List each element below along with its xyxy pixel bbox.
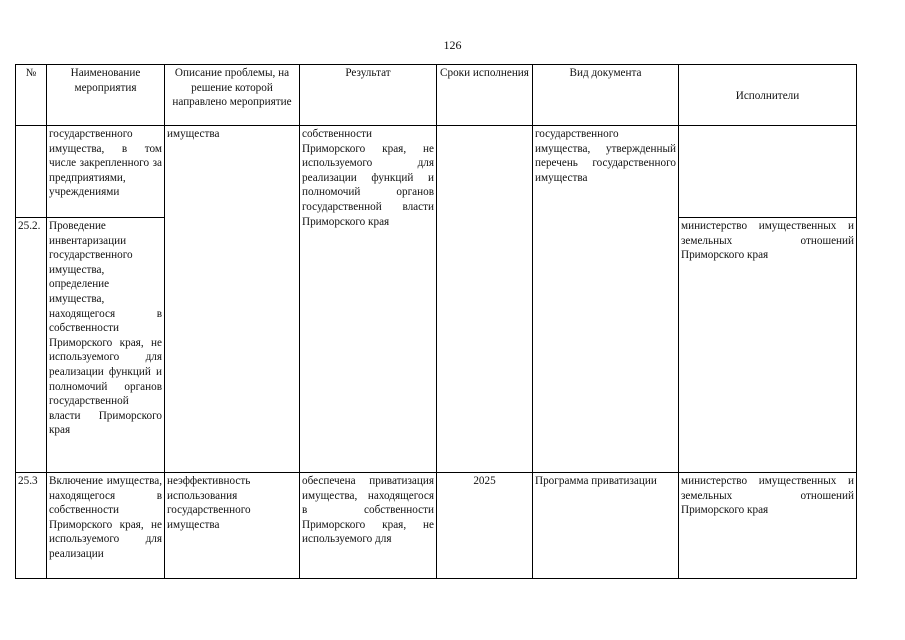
cell-name: Включение имущества, находящегося в собственности Приморского края, не используемого для реализации <box>47 473 165 579</box>
page-number: 126 <box>443 38 462 52</box>
cell-result: собственности Приморского края, не используемого для реализации функций и полномочий органов государственной власти Приморского края <box>300 126 437 473</box>
cell-problem: имущества <box>165 126 300 473</box>
cell-doc-type: Программа приватизации <box>533 473 679 579</box>
header-doc-type: Вид документа <box>533 65 679 126</box>
header-problem: Описание проблемы, на решение которой направлено мероприятие <box>165 65 300 126</box>
table-header-row <box>16 65 857 126</box>
header-name: Наименование мероприятия <box>47 65 165 126</box>
header-result: Результат <box>300 65 437 126</box>
cell-num <box>16 126 47 218</box>
cell-name: Проведение инвентаризации государственного имущества, определение имущества, находящегося в собственности Приморского края, не используемого для реализации функций и полномочий органов государственной власти Приморского края <box>47 218 165 473</box>
cell-num: 25.2. <box>16 218 47 473</box>
header-deadline: Сроки исполнения <box>437 65 533 126</box>
header-executors: Исполнители <box>679 65 857 126</box>
cell-deadline: 2025 <box>437 473 533 579</box>
cell-deadline <box>437 126 533 473</box>
cell-executors: министерство имущественных и земельных отношений Приморского края <box>679 218 857 473</box>
cell-num: 25.3 <box>16 473 47 579</box>
measures-table <box>15 64 857 579</box>
cell-result: обеспечена приватизация имущества, находящегося в собственности Приморского края, не используемого для <box>300 473 437 579</box>
header-num: № <box>16 65 47 126</box>
table-row <box>16 126 857 218</box>
cell-name: государственного имущества, в том числе закрепленного за предприятиями, учреждениями <box>47 126 165 218</box>
cell-doc-type: государственного имущества, утвержденный перечень государственного имущества <box>533 126 679 473</box>
cell-executors <box>679 126 857 218</box>
cell-problem: неэффективность использования государственного имущества <box>165 473 300 579</box>
cell-executors: министерство имущественных и земельных отношений Приморского края <box>679 473 857 579</box>
table-row <box>16 473 857 579</box>
